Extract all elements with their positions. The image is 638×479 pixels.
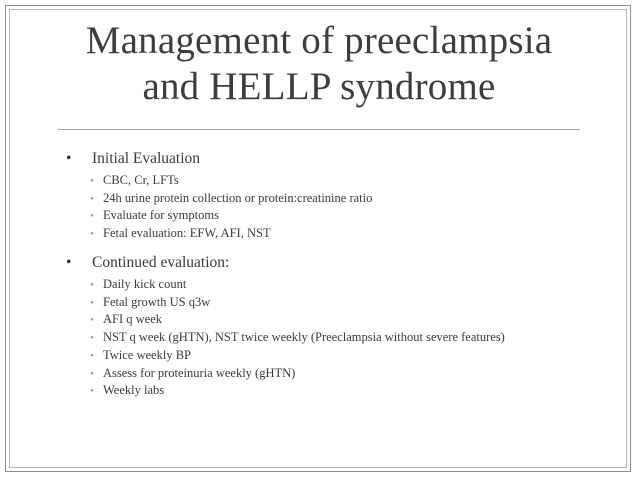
bullet-icon: • [90, 350, 94, 362]
bullet-icon: • [90, 279, 94, 291]
list-item-label: CBC, Cr, LFTs [103, 173, 179, 187]
bullet-icon: • [90, 175, 94, 187]
bullet-icon: • [66, 254, 72, 271]
section-heading-label: Initial Evaluation [92, 150, 201, 167]
list-item [90, 277, 186, 293]
list-item [90, 348, 191, 364]
section-heading-label: Continued evaluation: [92, 254, 230, 271]
slide-title-line-1: Management of preeclampsia [85, 19, 553, 62]
bullet-icon: • [90, 193, 94, 205]
list-item [90, 208, 219, 224]
list-item-label: 24h urine protein collection or protein:creatinine ratio [103, 191, 373, 205]
bullet-icon: • [90, 314, 94, 326]
list-item-label: NST q week (gHTN), NST twice weekly (Preeclampsia without severe features) [103, 330, 505, 344]
list-item [90, 226, 271, 242]
bullet-icon: • [90, 385, 94, 397]
bullet-icon: • [90, 332, 94, 344]
list-item-label: Evaluate for symptoms [103, 208, 219, 222]
bullet-icon: • [66, 150, 72, 167]
bullet-icon: • [90, 297, 94, 309]
list-item-label: Twice weekly BP [103, 348, 191, 362]
list-item [90, 366, 295, 382]
list-item-label: Fetal evaluation: EFW, AFI, NST [103, 226, 271, 240]
bullet-icon: • [90, 368, 94, 380]
section-heading-initial-evaluation [66, 150, 200, 168]
list-item [90, 173, 179, 189]
list-item [90, 383, 164, 399]
bullet-icon: • [90, 228, 94, 240]
list-item-label: Assess for proteinuria weekly (gHTN) [103, 366, 296, 380]
list-item-label: Fetal growth US q3w [103, 295, 211, 309]
bullet-icon: • [90, 210, 94, 222]
list-item [90, 191, 372, 207]
list-item-label: Daily kick count [103, 277, 187, 291]
section-heading-continued-evaluation [66, 254, 229, 272]
list-item [90, 295, 210, 311]
list-item-label: AFI q week [103, 312, 163, 326]
list-item-label: Weekly labs [103, 383, 165, 397]
list-item [90, 330, 505, 346]
list-item [90, 312, 162, 328]
slide-title-line-2: and HELLP syndrome [142, 65, 496, 108]
